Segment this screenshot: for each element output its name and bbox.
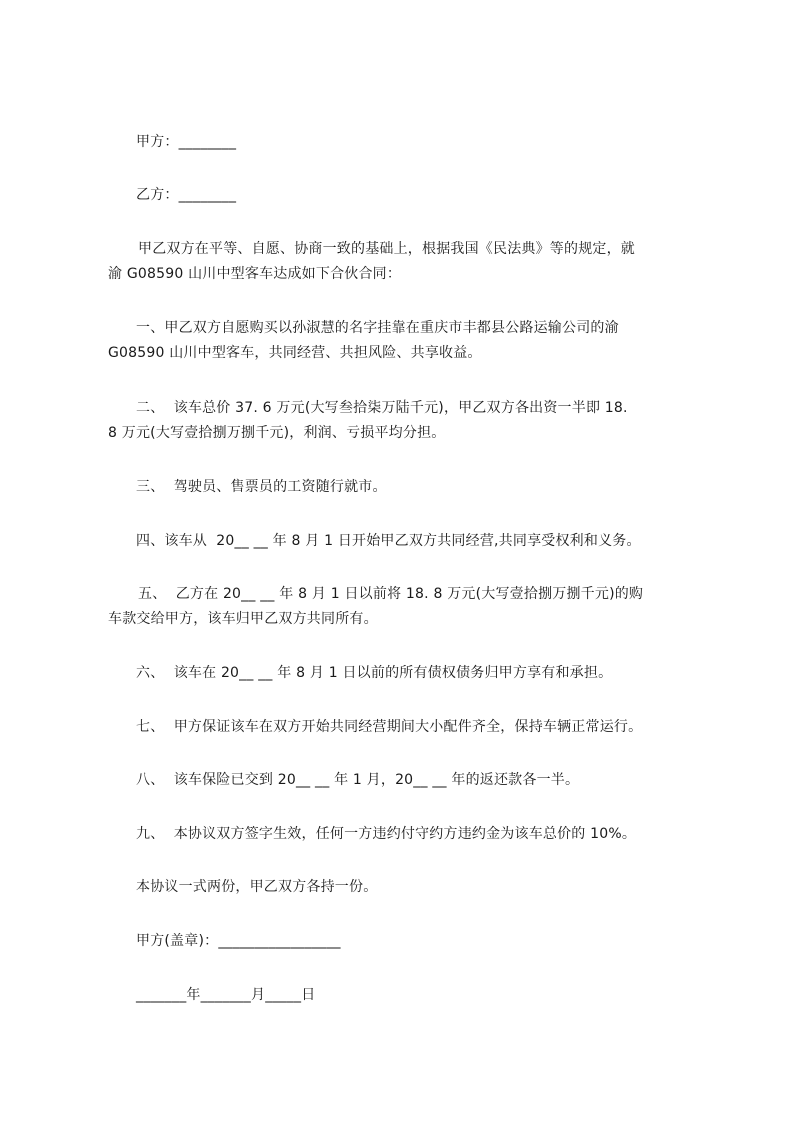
copies-line: 本协议一式两份，甲乙双方各持一份。 <box>136 879 378 895</box>
party-b-line: 乙方：________ <box>136 187 237 203</box>
clause-1-line-2: G08590 山川中型客车，共同经营、共担风险、共享收益。 <box>108 345 482 361</box>
clause-5-line-2: 车款交给甲方，该车归甲乙双方共同所有。 <box>108 611 378 627</box>
clause-6: 六、 该车在 20__ __ 年 8 月 1 日以前的所有债权债务归甲方享有和承担。 <box>136 665 613 681</box>
intro-line-1: 甲乙双方在平等、自愿、协商一致的基础上，根据我国《民法典》等的规定，就 <box>138 241 635 257</box>
clause-2-line-2: 8 万元(大写壹拾捌万捌千元)，利润、亏损平均分担。 <box>108 425 446 441</box>
clause-7: 七、 甲方保证该车在双方开始共同经营期间大小配件齐全，保持车辆正常运行。 <box>136 719 643 735</box>
clause-1-line-1: 一、甲乙双方自愿购买以孙淑慧的名字挂靠在重庆市丰都县公路运输公司的渝 <box>136 320 619 336</box>
party-a-line: 甲方：________ <box>136 134 237 150</box>
clause-8: 八、 该车保险已交到 20__ __ 年 1 月，20__ __ 年的返还款各一半。 <box>136 772 580 788</box>
clause-9: 九、 本协议双方签字生效，任何一方违约付守约方违约金为该车总价的 10%。 <box>136 826 637 842</box>
date-line: _______年_______月_____日 <box>136 987 316 1003</box>
clause-2-line-1: 二、 该车总价 37. 6 万元(大写叁拾柒万陆千元)，甲乙双方各出资一半即 18. <box>136 400 628 416</box>
clause-4: 四、该车从 20__ __ 年 8 月 1 日开始甲乙双方共同经营,共同享受权利和义务。 <box>136 533 641 549</box>
clause-5-line-1: 五、 乙方在 20__ __ 年 8 月 1 日以前将 18. 8 万元(大写壹拾捌万捌千元)的购 <box>138 586 644 602</box>
intro-line-2: 渝 G08590 山川中型客车达成如下合伙合同： <box>108 266 402 282</box>
clause-3: 三、 驾驶员、售票员的工资随行就市。 <box>136 479 387 495</box>
party-a-seal-line: 甲方(盖章)：_________________ <box>136 933 341 949</box>
